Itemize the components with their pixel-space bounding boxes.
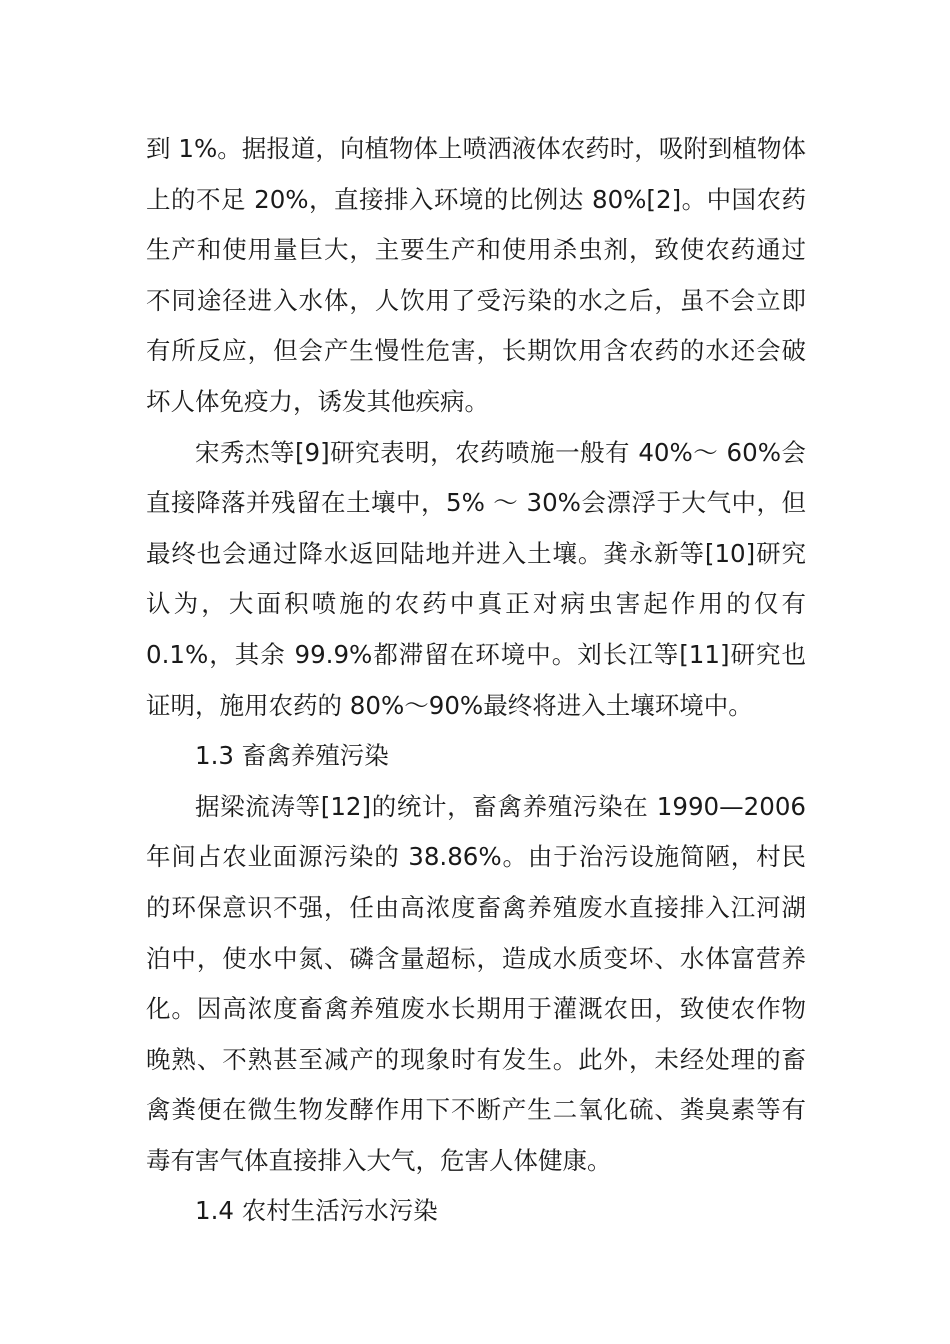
paragraph-livestock-pollution: 据梁流涛等[12]的统计，畜禽养殖污染在 1990—2006 年间占农业面源污染的 38.86%。由于治污设施简陋，村民的环保意识不强，任由高浓度畜禽养殖废水直接排入江河湖泊中，使水中氮、磷含量超标，造成水质变坏、水体富营养化。因高浓度畜禽养殖废水长期用于灌溉农田，致使农作物晚熟、不熟甚至减产的现象时有发生。此外，未经处理的畜禽粪便在微生物发酵作用下不断产生二氧化硫、粪臭素等有毒有害气体直接排入大气，危害人体健康。 xyxy=(146,791,806,1175)
paragraph-pesticide-residue: 宋秀杰等[9]研究表明，农药喷施一般有 40%～ 60%会直接降落并残留在土壤中，5% ～ 30%会漂浮于大气中，但最终也会通过降水返回陆地并进入土壤。龚永新等[10]研究认为，大面积喷施的农药中真正对病虫害起作用的仅有 0.1%，其余 99.9%都滞留在环境中。刘长江等[11]研究也证明，施用农药的 80%～90%最终将进入土壤环境中。 xyxy=(146,437,806,720)
section-heading-1-3: 1.3 畜禽养殖污染 xyxy=(195,741,389,771)
document-body xyxy=(146,124,806,1237)
section-heading-1-4: 1.4 农村生活污水污染 xyxy=(195,1196,438,1226)
paragraph-continued: 到 1%。据报道，向植物体上喷洒液体农药时，吸附到植物体上的不足 20%，直接排入环境的比例达 80%[2]。中国农药生产和使用量巨大，主要生产和使用杀虫剂，致使农药通过不同途径进入水体，人饮用了受污染的水之后，虽不会立即有所反应，但会产生慢性危害，长期饮用含农药的水还会破坏人体免疫力，诱发其他疾病。 xyxy=(146,134,806,416)
